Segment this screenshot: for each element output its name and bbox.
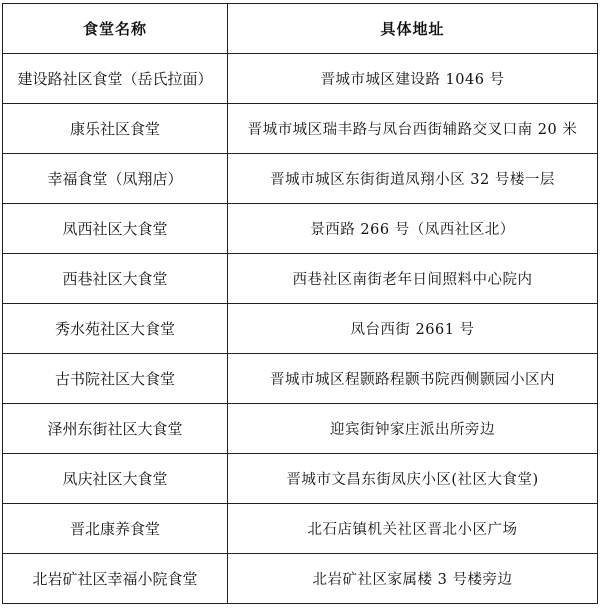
address-cell: 晋城市城区东街街道凤翔小区 32 号楼一层 [228,154,598,204]
canteen-name-cell: 晋北康养食堂 [3,504,228,554]
table-row [3,554,598,604]
canteen-name-cell: 西巷社区大食堂 [3,254,228,304]
header-canteen-name: 食堂名称 [3,4,228,54]
table-row [3,154,598,204]
table-row [3,354,598,404]
table-row [3,504,598,554]
table-row [3,254,598,304]
canteen-name-cell: 秀水苑社区大食堂 [3,304,228,354]
address-cell: 晋城市城区瑞丰路与凤台西街辅路交叉口南 20 米 [228,104,598,154]
table-row [3,104,598,154]
canteen-name-cell: 凤庆社区大食堂 [3,454,228,504]
canteen-name-cell: 建设路社区食堂（岳氏拉面） [3,54,228,104]
canteen-name-cell: 北岩矿社区幸福小院食堂 [3,554,228,604]
address-cell: 晋城市文昌东街凤庆小区(社区大食堂) [228,454,598,504]
address-cell: 凤台西街 2661 号 [228,304,598,354]
address-cell: 北石店镇机关社区晋北小区广场 [228,504,598,554]
canteen-address-table [2,3,598,604]
table-row [3,404,598,454]
canteen-name-cell: 康乐社区食堂 [3,104,228,154]
canteen-name-cell: 古书院社区大食堂 [3,354,228,404]
canteen-name-cell: 幸福食堂（凤翔店） [3,154,228,204]
address-cell: 晋城市城区程颢路程颢书院西侧颢园小区内 [228,354,598,404]
canteen-name-cell: 泽州东街社区大食堂 [3,404,228,454]
address-cell: 西巷社区南街老年日间照料中心院内 [228,254,598,304]
address-cell: 晋城市城区建设路 1046 号 [228,54,598,104]
table-row [3,204,598,254]
canteen-name-cell: 凤西社区大食堂 [3,204,228,254]
header-address: 具体地址 [228,4,598,54]
table-header-row [3,4,598,54]
address-cell: 景西路 266 号（凤西社区北） [228,204,598,254]
table-row [3,454,598,504]
address-cell: 北岩矿社区家属楼 3 号楼旁边 [228,554,598,604]
table-row [3,304,598,354]
table-row [3,54,598,104]
address-cell: 迎宾街钟家庄派出所旁边 [228,404,598,454]
